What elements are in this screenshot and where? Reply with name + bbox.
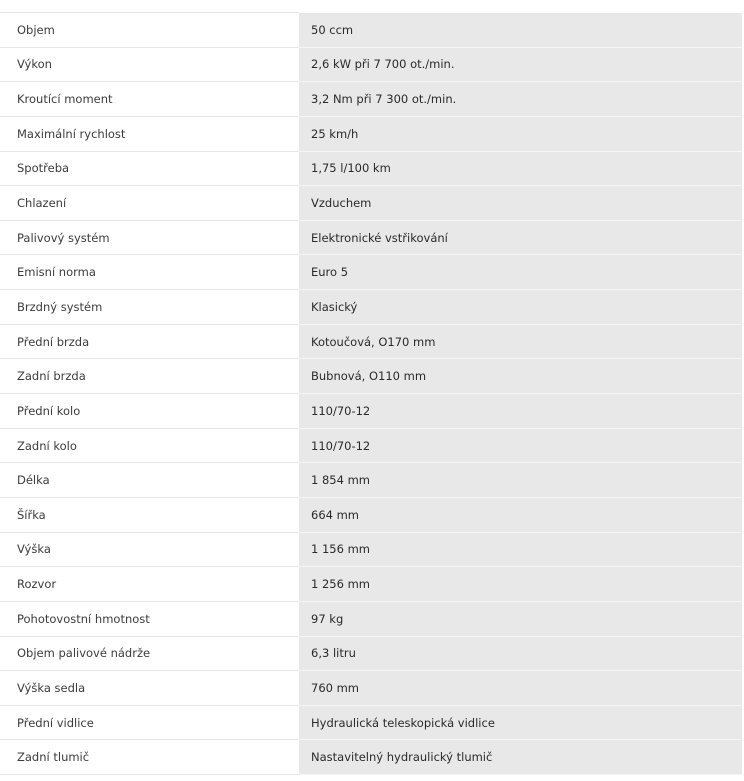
spec-row <box>0 671 742 706</box>
spec-table <box>0 12 742 775</box>
spec-row <box>0 47 742 82</box>
spec-row <box>0 220 742 255</box>
spec-label: Spotřeba <box>0 151 299 186</box>
spec-value: 760 mm <box>299 671 742 706</box>
spec-value: 1 854 mm <box>299 463 742 498</box>
spec-row <box>0 82 742 117</box>
spec-value: 1 256 mm <box>299 567 742 602</box>
spec-row <box>0 394 742 429</box>
spec-row <box>0 116 742 151</box>
spec-label: Maximální rychlost <box>0 116 299 151</box>
spec-value: 3,2 Nm při 7 300 ot./min. <box>299 82 742 117</box>
spec-row <box>0 636 742 671</box>
spec-value: 110/70-12 <box>299 394 742 429</box>
spec-row <box>0 601 742 636</box>
spec-row <box>0 13 742 48</box>
spec-value: 25 km/h <box>299 116 742 151</box>
spec-label: Výška <box>0 532 299 567</box>
spec-label: Zadní brzda <box>0 359 299 394</box>
spec-value: 6,3 litru <box>299 636 742 671</box>
spec-label: Délka <box>0 463 299 498</box>
spec-row <box>0 255 742 290</box>
spec-label: Přední vidlice <box>0 705 299 740</box>
spec-row <box>0 186 742 221</box>
spec-row <box>0 359 742 394</box>
spec-value: Euro 5 <box>299 255 742 290</box>
spec-label: Zadní kolo <box>0 428 299 463</box>
spec-row <box>0 705 742 740</box>
spec-label: Brzdný systém <box>0 290 299 325</box>
spec-table-body <box>0 13 742 775</box>
spec-row <box>0 567 742 602</box>
spec-value: 1 156 mm <box>299 532 742 567</box>
spec-value: Nastavitelný hydraulický tlumič <box>299 740 742 775</box>
spec-label: Šířka <box>0 497 299 532</box>
spec-label: Přední kolo <box>0 394 299 429</box>
spec-value: 2,6 kW při 7 700 ot./min. <box>299 47 742 82</box>
spec-value: Elektronické vstřikování <box>299 220 742 255</box>
spec-row <box>0 463 742 498</box>
spec-value: 664 mm <box>299 497 742 532</box>
spec-label: Výška sedla <box>0 671 299 706</box>
spec-label: Chlazení <box>0 186 299 221</box>
spec-row <box>0 532 742 567</box>
spec-row <box>0 324 742 359</box>
spec-label: Výkon <box>0 47 299 82</box>
spec-value: Klasický <box>299 290 742 325</box>
spec-value: Bubnová, O110 mm <box>299 359 742 394</box>
spec-value: Kotoučová, O170 mm <box>299 324 742 359</box>
spec-label: Objem palivové nádrže <box>0 636 299 671</box>
spec-value: 1,75 l/100 km <box>299 151 742 186</box>
spec-value: 97 kg <box>299 601 742 636</box>
spec-label: Objem <box>0 13 299 48</box>
spec-value: 110/70-12 <box>299 428 742 463</box>
spec-label: Přední brzda <box>0 324 299 359</box>
spec-label: Pohotovostní hmotnost <box>0 601 299 636</box>
spec-label: Emisní norma <box>0 255 299 290</box>
spec-row <box>0 151 742 186</box>
spec-label: Rozvor <box>0 567 299 602</box>
spec-value: Hydraulická teleskopická vidlice <box>299 705 742 740</box>
spec-label: Palivový systém <box>0 220 299 255</box>
spec-row <box>0 428 742 463</box>
spec-row <box>0 740 742 775</box>
spec-row <box>0 290 742 325</box>
spec-row <box>0 497 742 532</box>
spec-value: 50 ccm <box>299 13 742 48</box>
spec-label: Kroutící moment <box>0 82 299 117</box>
spec-value: Vzduchem <box>299 186 742 221</box>
spec-label: Zadní tlumič <box>0 740 299 775</box>
